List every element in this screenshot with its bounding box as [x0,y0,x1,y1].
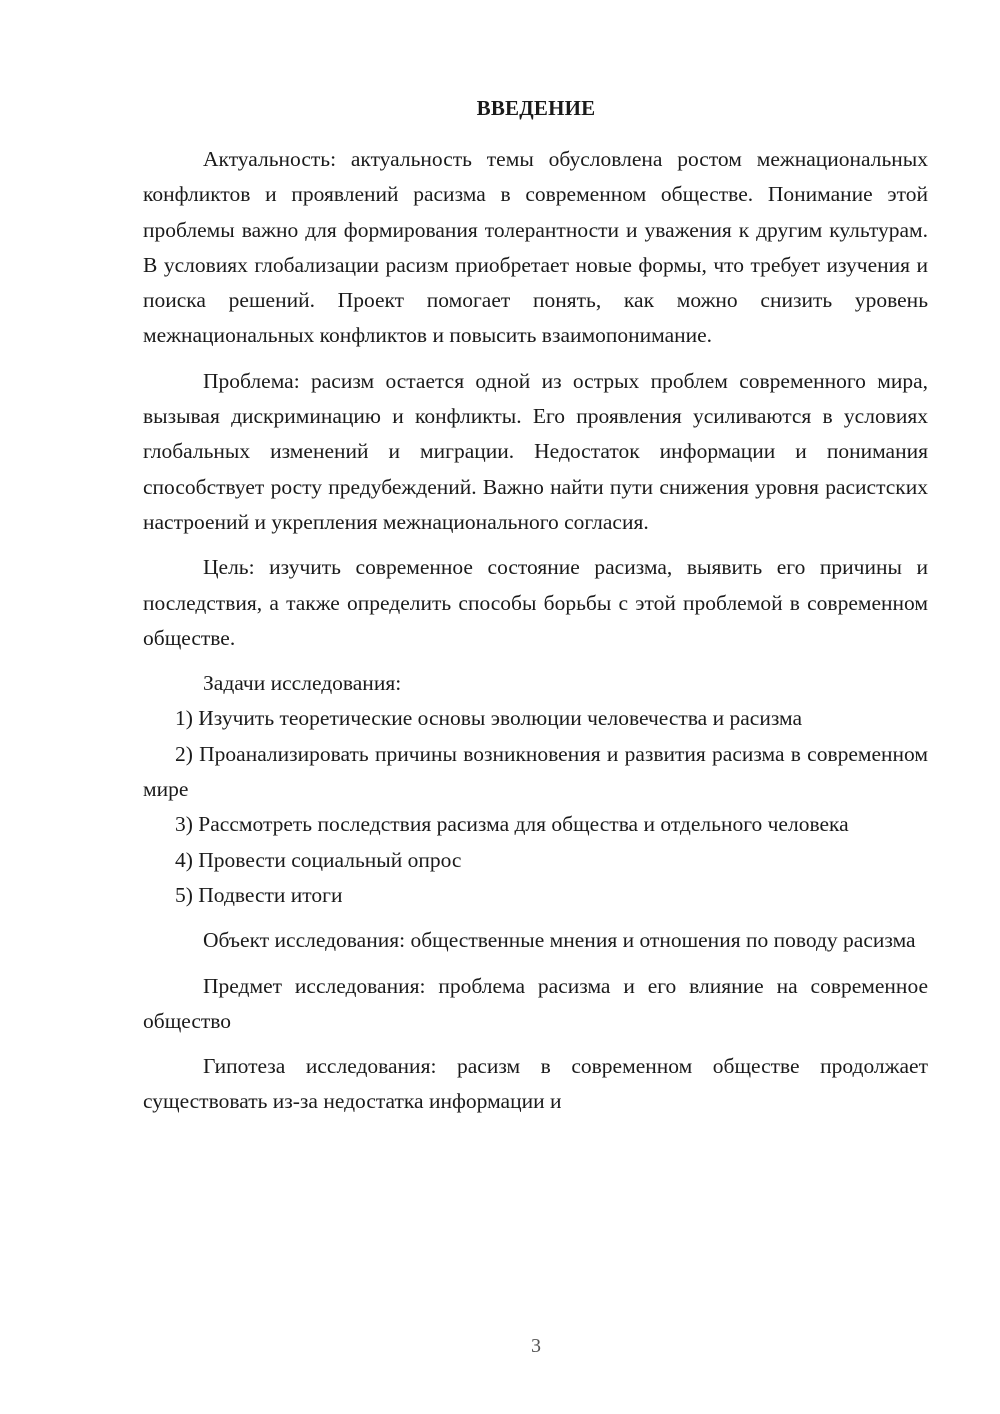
task-item-3: 3) Рассмотреть последствия расизма для общества и отдельного человека [175,812,849,837]
relevance-paragraph: Актуальность: актуальность темы обусловлена ростом межнациональных конфликтов и проявлений расизма в современном обществе. Понимание этой проблемы важно для формирования толерантности и уважения к другим культурам. В условиях глобализации расизм приобретает новые формы, что требует изучения и поиска решений. Проект помогает понять, как можно снизить уровень межнациональных конфликтов и повысить взаимопонимание. [143,147,928,348]
task-item-2: 2) Проанализировать причины возникновения и развития расизма в современном мире [143,741,928,802]
task-item-1: 1) Изучить теоретические основы эволюции человечества и расизма [175,706,803,731]
problem-paragraph: Проблема: расизм остается одной из острых проблем современного мира, вызывая дискриминацию и конфликты. Его проявления усиливаются в условиях глобальных изменений и миграции. Недостаток информации и понимания способствует росту предубеждений. Важно найти пути снижения уровня расистских настроений и укрепления межнационального согласия. [143,368,928,534]
goal-paragraph: Цель: изучить современное состояние расизма, выявить его причины и последствия, а также определить способы борьбы с этой проблемой в современном обществе. [143,555,928,650]
document-body [143,142,928,1120]
task-item-5: 5) Подвести итоги [175,882,343,907]
hypothesis-paragraph: Гипотеза исследования: расизм в современном обществе продолжает существовать из-за недостатка информации и [143,1054,928,1114]
section-title: ВВЕДЕНИЕ [476,96,596,120]
tasks-heading: Задачи исследования: [203,671,402,696]
object-paragraph: Объект исследования: общественные мнения и отношения по поводу расизма [203,928,916,953]
task-item-4: 4) Провести социальный опрос [175,847,462,872]
subject-paragraph: Предмет исследования: проблема расизма и его влияние на современное общество [143,973,928,1033]
page-number: 3 [531,1335,541,1357]
